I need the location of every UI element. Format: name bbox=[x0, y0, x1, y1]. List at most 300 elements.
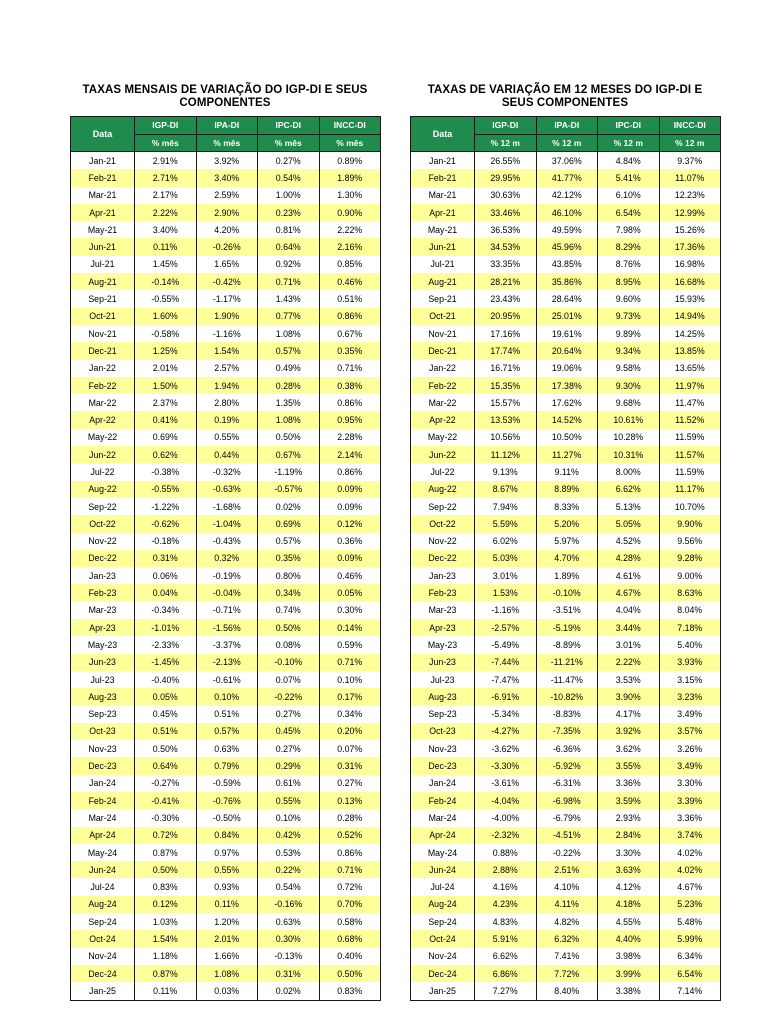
incc-di-cell: 11.97% bbox=[659, 377, 721, 394]
monthly-rates-body bbox=[71, 152, 381, 1001]
ipa-di-cell: 5.97% bbox=[536, 533, 598, 550]
ipc-di-cell: 0.61% bbox=[258, 775, 320, 792]
table-row bbox=[411, 550, 721, 567]
igp-di-cell: 2.17% bbox=[135, 187, 197, 204]
ipc-di-cell: 0.81% bbox=[258, 221, 320, 238]
incc-di-cell: 0.17% bbox=[319, 688, 381, 705]
table-row bbox=[71, 221, 381, 238]
ipa-di-cell: -1.16% bbox=[196, 325, 258, 342]
table-row bbox=[411, 948, 721, 965]
igp-di-cell: 7.27% bbox=[475, 982, 537, 1000]
ipc-di-cell: 3.38% bbox=[598, 982, 660, 1000]
ipa-di-cell: -6.98% bbox=[536, 792, 598, 809]
ipa-di-cell: 9.11% bbox=[536, 463, 598, 480]
incc-di-cell: 0.67% bbox=[319, 325, 381, 342]
date-cell: Jun-21 bbox=[71, 238, 135, 255]
ipa-di-cell: -0.22% bbox=[536, 844, 598, 861]
date-cell: Jan-25 bbox=[411, 982, 475, 1000]
table-row bbox=[71, 273, 381, 290]
incc-di-cell: 4.02% bbox=[659, 861, 721, 878]
ipa-di-cell: -1.04% bbox=[196, 515, 258, 532]
table-row bbox=[71, 757, 381, 774]
date-cell: May-24 bbox=[71, 844, 135, 861]
ipc-di-cell: 9.89% bbox=[598, 325, 660, 342]
ipc-di-cell: 10.61% bbox=[598, 411, 660, 428]
incc-di-cell: 0.95% bbox=[319, 411, 381, 428]
igp-di-cell: 4.83% bbox=[475, 913, 537, 930]
ipa-di-cell: 7.72% bbox=[536, 965, 598, 982]
igp-di-cell: 0.83% bbox=[135, 878, 197, 895]
ipc-di-cell: 4.61% bbox=[598, 567, 660, 584]
ipa-di-cell: 20.64% bbox=[536, 342, 598, 359]
date-cell: May-21 bbox=[71, 221, 135, 238]
ipc-di-cell: 0.07% bbox=[258, 671, 320, 688]
ipc-di-cell: -0.57% bbox=[258, 481, 320, 498]
date-cell: Jul-24 bbox=[71, 878, 135, 895]
igp-di-cell: 7.94% bbox=[475, 498, 537, 515]
ipa-di-cell: -0.71% bbox=[196, 602, 258, 619]
incc-di-cell: 2.28% bbox=[319, 429, 381, 446]
incc-di-cell: 1.89% bbox=[319, 169, 381, 186]
ipa-di-cell: -8.83% bbox=[536, 706, 598, 723]
ipa-di-cell: 1.90% bbox=[196, 308, 258, 325]
igp-di-cell: 0.69% bbox=[135, 429, 197, 446]
date-cell: Feb-23 bbox=[71, 584, 135, 601]
incc-di-cell: 9.56% bbox=[659, 533, 721, 550]
table-row bbox=[411, 671, 721, 688]
incc-di-cell: 0.28% bbox=[319, 809, 381, 826]
ipa-di-cell: 0.51% bbox=[196, 706, 258, 723]
date-column-header: Data bbox=[411, 117, 475, 152]
incc-di-cell: 0.12% bbox=[319, 515, 381, 532]
ipa-di-cell: 5.20% bbox=[536, 515, 598, 532]
ipc-di-cell: 4.40% bbox=[598, 930, 660, 947]
ipc-di-cell: 0.35% bbox=[258, 550, 320, 567]
ipc-di-cell: 0.31% bbox=[258, 965, 320, 982]
ipa-di-cell: 0.11% bbox=[196, 896, 258, 913]
table-row bbox=[411, 619, 721, 636]
date-cell: Feb-24 bbox=[71, 792, 135, 809]
ipa-di-cell: 37.06% bbox=[536, 152, 598, 170]
ipa-di-cell: -7.35% bbox=[536, 723, 598, 740]
ipa-di-cell: -4.51% bbox=[536, 827, 598, 844]
ipc-di-cell: 0.27% bbox=[258, 706, 320, 723]
date-cell: Oct-23 bbox=[71, 723, 135, 740]
date-cell: Jun-22 bbox=[411, 446, 475, 463]
table-row bbox=[71, 377, 381, 394]
date-cell: Nov-23 bbox=[411, 740, 475, 757]
incc-di-cell: 0.30% bbox=[319, 602, 381, 619]
table-row bbox=[71, 429, 381, 446]
igp-di-cell: -4.00% bbox=[475, 809, 537, 826]
ipa-di-cell: 10.50% bbox=[536, 429, 598, 446]
incc-di-cell: 0.05% bbox=[319, 584, 381, 601]
ipa-di-cell: -3.37% bbox=[196, 636, 258, 653]
ipa-di-cell: -0.50% bbox=[196, 809, 258, 826]
date-cell: Feb-23 bbox=[411, 584, 475, 601]
ipc-di-cell: 10.28% bbox=[598, 429, 660, 446]
table-row bbox=[71, 498, 381, 515]
incc-di-cell: 11.59% bbox=[659, 463, 721, 480]
incc-di-header: INCC-DI bbox=[319, 117, 381, 135]
table-row bbox=[411, 152, 721, 170]
igp-di-cell: 1.53% bbox=[475, 584, 537, 601]
igp-di-cell: 0.31% bbox=[135, 550, 197, 567]
incc-di-cell: 10.70% bbox=[659, 498, 721, 515]
igp-di-cell: -0.30% bbox=[135, 809, 197, 826]
table-row bbox=[71, 671, 381, 688]
ipc-di-cell: 4.67% bbox=[598, 584, 660, 601]
table-row bbox=[411, 481, 721, 498]
incc-di-cell: 0.71% bbox=[319, 360, 381, 377]
date-cell: Sep-23 bbox=[411, 706, 475, 723]
ipc-di-cell: 0.27% bbox=[258, 152, 320, 170]
date-cell: Apr-24 bbox=[71, 827, 135, 844]
date-cell: Jan-23 bbox=[411, 567, 475, 584]
igp-di-cell: 0.41% bbox=[135, 411, 197, 428]
ipa-di-cell: 19.06% bbox=[536, 360, 598, 377]
incc-di-cell: 5.99% bbox=[659, 930, 721, 947]
igp-di-cell: -0.18% bbox=[135, 533, 197, 550]
date-cell: Jul-22 bbox=[71, 463, 135, 480]
table-row bbox=[71, 619, 381, 636]
table-row bbox=[71, 878, 381, 895]
ipc-di-cell: 0.02% bbox=[258, 982, 320, 1000]
date-cell: Dec-22 bbox=[71, 550, 135, 567]
table-row bbox=[71, 256, 381, 273]
incc-di-cell: 3.26% bbox=[659, 740, 721, 757]
table-row bbox=[71, 463, 381, 480]
ipc-di-cell: 4.84% bbox=[598, 152, 660, 170]
date-cell: Aug-21 bbox=[71, 273, 135, 290]
date-cell: Mar-22 bbox=[71, 394, 135, 411]
date-cell: Jul-21 bbox=[411, 256, 475, 273]
incc-di-cell: 13.65% bbox=[659, 360, 721, 377]
incc-di-cell: 0.86% bbox=[319, 394, 381, 411]
table-row bbox=[411, 965, 721, 982]
ipa-di-cell: -11.47% bbox=[536, 671, 598, 688]
igp-di-cell: 2.88% bbox=[475, 861, 537, 878]
igp-di-cell: 6.86% bbox=[475, 965, 537, 982]
table-row bbox=[411, 256, 721, 273]
incc-di-unit: % mês bbox=[319, 134, 381, 152]
incc-di-cell: 15.26% bbox=[659, 221, 721, 238]
ipa-di-cell: 4.82% bbox=[536, 913, 598, 930]
incc-di-cell: 3.39% bbox=[659, 792, 721, 809]
date-cell: Jul-22 bbox=[411, 463, 475, 480]
ipc-di-cell: 6.62% bbox=[598, 481, 660, 498]
ipa-di-cell: 41.77% bbox=[536, 169, 598, 186]
ipa-di-cell: 1.89% bbox=[536, 567, 598, 584]
ipa-di-cell: 0.93% bbox=[196, 878, 258, 895]
incc-di-cell: 3.23% bbox=[659, 688, 721, 705]
incc-di-cell: 0.86% bbox=[319, 308, 381, 325]
incc-di-cell: 8.04% bbox=[659, 602, 721, 619]
ipa-di-cell: -6.31% bbox=[536, 775, 598, 792]
igp-di-cell: 34.53% bbox=[475, 238, 537, 255]
incc-di-cell: 0.51% bbox=[319, 290, 381, 307]
date-cell: Nov-21 bbox=[411, 325, 475, 342]
ipc-di-cell: 9.34% bbox=[598, 342, 660, 359]
date-cell: Jan-24 bbox=[411, 775, 475, 792]
igp-di-cell: -1.01% bbox=[135, 619, 197, 636]
table-row bbox=[71, 636, 381, 653]
date-cell: Sep-21 bbox=[71, 290, 135, 307]
ipc-di-cell: 0.29% bbox=[258, 757, 320, 774]
table-row bbox=[411, 533, 721, 550]
table-row bbox=[411, 290, 721, 307]
ipa-di-cell: 3.92% bbox=[196, 152, 258, 170]
ipa-di-cell: -0.61% bbox=[196, 671, 258, 688]
incc-di-cell: 4.02% bbox=[659, 844, 721, 861]
date-cell: Mar-23 bbox=[411, 602, 475, 619]
incc-di-cell: 11.17% bbox=[659, 481, 721, 498]
ipa-di-cell: 0.55% bbox=[196, 861, 258, 878]
incc-di-cell: 0.71% bbox=[319, 861, 381, 878]
date-cell: Jul-21 bbox=[71, 256, 135, 273]
date-cell: Feb-22 bbox=[411, 377, 475, 394]
ipc-di-cell: 0.57% bbox=[258, 533, 320, 550]
date-cell: Jun-24 bbox=[71, 861, 135, 878]
igp-di-cell: 0.51% bbox=[135, 723, 197, 740]
table-row bbox=[71, 844, 381, 861]
ipc-di-cell: 0.69% bbox=[258, 515, 320, 532]
table-row bbox=[411, 896, 721, 913]
igp-di-cell: -7.47% bbox=[475, 671, 537, 688]
incc-di-cell: 9.28% bbox=[659, 550, 721, 567]
igp-di-cell: 15.35% bbox=[475, 377, 537, 394]
date-cell: Jun-24 bbox=[411, 861, 475, 878]
incc-di-cell: 2.16% bbox=[319, 238, 381, 255]
table-row bbox=[71, 861, 381, 878]
date-cell: Jun-23 bbox=[411, 654, 475, 671]
date-cell: Sep-22 bbox=[71, 498, 135, 515]
ipc-di-cell: 3.98% bbox=[598, 948, 660, 965]
date-cell: Dec-22 bbox=[411, 550, 475, 567]
date-cell: Jun-21 bbox=[411, 238, 475, 255]
incc-di-cell: 13.85% bbox=[659, 342, 721, 359]
ipc-di-cell: 8.29% bbox=[598, 238, 660, 255]
ipc-di-cell: 0.42% bbox=[258, 827, 320, 844]
table-row bbox=[411, 394, 721, 411]
ipa-di-header: IPA-DI bbox=[536, 117, 598, 135]
igp-di-cell: 0.05% bbox=[135, 688, 197, 705]
igp-di-cell: 0.12% bbox=[135, 896, 197, 913]
ipa-di-cell: 17.38% bbox=[536, 377, 598, 394]
ipc-di-unit: % 12 m bbox=[598, 134, 660, 152]
ipc-di-cell: 4.12% bbox=[598, 878, 660, 895]
incc-di-cell: 3.15% bbox=[659, 671, 721, 688]
ipa-di-cell: 0.32% bbox=[196, 550, 258, 567]
table-row bbox=[411, 723, 721, 740]
ipa-di-cell: 46.10% bbox=[536, 204, 598, 221]
ipa-di-cell: 2.59% bbox=[196, 187, 258, 204]
incc-di-cell: 0.36% bbox=[319, 533, 381, 550]
igp-di-cell: -1.16% bbox=[475, 602, 537, 619]
date-cell: Aug-23 bbox=[71, 688, 135, 705]
date-cell: Aug-24 bbox=[71, 896, 135, 913]
date-cell: Jan-21 bbox=[411, 152, 475, 170]
date-cell: Feb-24 bbox=[411, 792, 475, 809]
ipa-di-cell: 0.63% bbox=[196, 740, 258, 757]
date-cell: Sep-23 bbox=[71, 706, 135, 723]
ipc-di-cell: 2.84% bbox=[598, 827, 660, 844]
table-row bbox=[411, 411, 721, 428]
igp-di-cell: 29.95% bbox=[475, 169, 537, 186]
table-row bbox=[411, 238, 721, 255]
ipa-di-cell: 1.65% bbox=[196, 256, 258, 273]
ipa-di-cell: 42.12% bbox=[536, 187, 598, 204]
igp-di-cell: 2.71% bbox=[135, 169, 197, 186]
ipc-di-cell: 8.76% bbox=[598, 256, 660, 273]
igp-di-cell: 2.37% bbox=[135, 394, 197, 411]
date-cell: Mar-24 bbox=[411, 809, 475, 826]
ipa-di-cell: 43.85% bbox=[536, 256, 598, 273]
incc-di-cell: 4.67% bbox=[659, 878, 721, 895]
incc-di-cell: 17.36% bbox=[659, 238, 721, 255]
igp-di-cell: 1.50% bbox=[135, 377, 197, 394]
ipa-di-cell: 1.54% bbox=[196, 342, 258, 359]
date-cell: Oct-24 bbox=[71, 930, 135, 947]
monthly-rates-table bbox=[70, 116, 381, 1001]
incc-di-cell: 12.23% bbox=[659, 187, 721, 204]
date-cell: Jan-23 bbox=[71, 567, 135, 584]
date-cell: Nov-24 bbox=[71, 948, 135, 965]
table-row bbox=[71, 169, 381, 186]
igp-di-cell: 0.88% bbox=[475, 844, 537, 861]
ipa-di-cell: 1.08% bbox=[196, 965, 258, 982]
igp-di-cell: -4.04% bbox=[475, 792, 537, 809]
ipc-di-cell: 1.43% bbox=[258, 290, 320, 307]
ipc-di-cell: 0.57% bbox=[258, 342, 320, 359]
igp-di-cell: -5.49% bbox=[475, 636, 537, 653]
incc-di-cell: 3.74% bbox=[659, 827, 721, 844]
ipc-di-cell: 0.02% bbox=[258, 498, 320, 515]
date-cell: Sep-24 bbox=[71, 913, 135, 930]
table-row bbox=[411, 982, 721, 1000]
table-row bbox=[71, 411, 381, 428]
ipc-di-cell: 0.77% bbox=[258, 308, 320, 325]
date-cell: Jan-24 bbox=[71, 775, 135, 792]
table-row bbox=[71, 913, 381, 930]
date-cell: Feb-22 bbox=[71, 377, 135, 394]
igp-di-unit: % 12 m bbox=[475, 134, 537, 152]
date-cell: Oct-22 bbox=[411, 515, 475, 532]
ipa-di-cell: 8.33% bbox=[536, 498, 598, 515]
igp-di-cell: 13.53% bbox=[475, 411, 537, 428]
incc-di-cell: 0.89% bbox=[319, 152, 381, 170]
ipc-di-cell: 4.18% bbox=[598, 896, 660, 913]
table-row bbox=[71, 740, 381, 757]
date-cell: Nov-22 bbox=[71, 533, 135, 550]
ipa-di-cell: 6.32% bbox=[536, 930, 598, 947]
igp-di-cell: -0.55% bbox=[135, 481, 197, 498]
incc-di-cell: 11.47% bbox=[659, 394, 721, 411]
ipc-di-cell: 3.01% bbox=[598, 636, 660, 653]
igp-di-cell: 1.18% bbox=[135, 948, 197, 965]
igp-di-cell: 2.01% bbox=[135, 360, 197, 377]
date-cell: Sep-24 bbox=[411, 913, 475, 930]
date-cell: Apr-21 bbox=[71, 204, 135, 221]
ipc-di-cell: 0.55% bbox=[258, 792, 320, 809]
igp-di-cell: 23.43% bbox=[475, 290, 537, 307]
igp-di-cell: -0.58% bbox=[135, 325, 197, 342]
table-row bbox=[71, 965, 381, 982]
ipc-di-cell: 3.62% bbox=[598, 740, 660, 757]
incc-di-cell: 0.10% bbox=[319, 671, 381, 688]
annual-rates-title: TAXAS DE VARIAÇÃO EM 12 MESES DO IGP-DI E SEUS COMPONENTES bbox=[427, 84, 703, 109]
ipc-di-cell: 0.67% bbox=[258, 446, 320, 463]
ipa-di-cell: 0.44% bbox=[196, 446, 258, 463]
ipa-di-cell: 4.70% bbox=[536, 550, 598, 567]
ipc-di-cell: -0.13% bbox=[258, 948, 320, 965]
ipc-di-cell: 0.53% bbox=[258, 844, 320, 861]
ipa-di-cell: 25.01% bbox=[536, 308, 598, 325]
table-row bbox=[411, 325, 721, 342]
date-cell: Dec-21 bbox=[411, 342, 475, 359]
date-cell: Dec-24 bbox=[411, 965, 475, 982]
date-cell: Jan-22 bbox=[411, 360, 475, 377]
igp-di-cell: -2.33% bbox=[135, 636, 197, 653]
table-row bbox=[411, 169, 721, 186]
igp-di-cell: 0.64% bbox=[135, 757, 197, 774]
table-row bbox=[411, 498, 721, 515]
ipc-di-cell: 2.93% bbox=[598, 809, 660, 826]
ipc-di-cell: 0.08% bbox=[258, 636, 320, 653]
date-cell: Aug-21 bbox=[411, 273, 475, 290]
date-cell: Feb-21 bbox=[71, 169, 135, 186]
incc-di-cell: 9.00% bbox=[659, 567, 721, 584]
date-cell: Aug-22 bbox=[411, 481, 475, 498]
ipa-di-cell: -1.17% bbox=[196, 290, 258, 307]
ipa-di-cell: -6.79% bbox=[536, 809, 598, 826]
date-cell: Aug-24 bbox=[411, 896, 475, 913]
table-row bbox=[71, 706, 381, 723]
ipc-di-cell: 0.49% bbox=[258, 360, 320, 377]
igp-di-cell: -0.27% bbox=[135, 775, 197, 792]
ipa-di-cell: -10.82% bbox=[536, 688, 598, 705]
ipc-di-cell: 1.08% bbox=[258, 325, 320, 342]
table-row bbox=[71, 948, 381, 965]
ipc-di-cell: 3.59% bbox=[598, 792, 660, 809]
ipa-di-cell: 4.10% bbox=[536, 878, 598, 895]
table-row bbox=[411, 342, 721, 359]
date-cell: Apr-22 bbox=[411, 411, 475, 428]
igp-di-cell: 30.63% bbox=[475, 187, 537, 204]
table-row bbox=[411, 654, 721, 671]
ipa-di-cell: 2.90% bbox=[196, 204, 258, 221]
table-row bbox=[411, 273, 721, 290]
table-row bbox=[71, 290, 381, 307]
igp-di-cell: 2.91% bbox=[135, 152, 197, 170]
incc-di-cell: 0.14% bbox=[319, 619, 381, 636]
incc-di-cell: 0.40% bbox=[319, 948, 381, 965]
incc-di-cell: 11.57% bbox=[659, 446, 721, 463]
igp-di-cell: -0.55% bbox=[135, 290, 197, 307]
date-cell: Dec-24 bbox=[71, 965, 135, 982]
ipc-di-cell: -0.22% bbox=[258, 688, 320, 705]
incc-di-cell: 0.71% bbox=[319, 654, 381, 671]
date-cell: Oct-21 bbox=[411, 308, 475, 325]
ipa-di-cell: -0.59% bbox=[196, 775, 258, 792]
incc-di-cell: 2.22% bbox=[319, 221, 381, 238]
ipa-di-cell: 0.84% bbox=[196, 827, 258, 844]
ipc-di-header: IPC-DI bbox=[598, 117, 660, 135]
ipc-di-cell: 0.64% bbox=[258, 238, 320, 255]
ipc-di-unit: % mês bbox=[258, 134, 320, 152]
ipa-di-cell: -1.56% bbox=[196, 619, 258, 636]
incc-di-header: INCC-DI bbox=[659, 117, 721, 135]
